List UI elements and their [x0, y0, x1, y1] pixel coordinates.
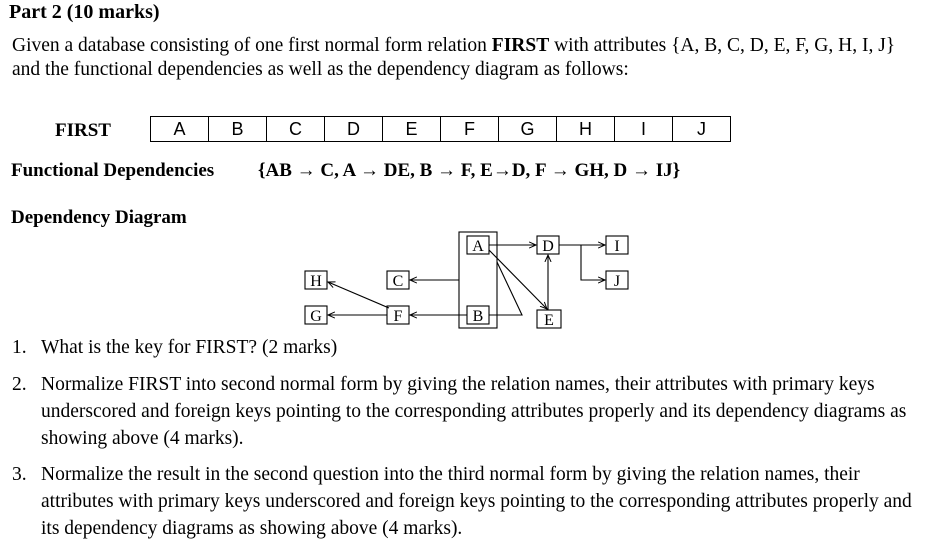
node-i-label: I	[614, 238, 620, 255]
link-b-to-a	[489, 262, 522, 315]
question-number: 3.	[12, 464, 27, 485]
question-text: What is the key for FIRST? (2 marks)	[41, 337, 338, 358]
node-j-label: J	[613, 273, 621, 290]
question-number: 2.	[12, 374, 27, 395]
question-number: 1.	[12, 337, 27, 358]
attribute-cell-a: A	[151, 117, 209, 142]
node-b-label: B	[472, 308, 484, 325]
attribute-cell-c: C	[267, 117, 325, 142]
attribute-cell-b: B	[209, 117, 267, 142]
part-title: Part 2 (10 marks)	[9, 1, 160, 23]
attribute-cell-h: H	[557, 117, 615, 142]
dependency-diagram-label: Dependency Diagram	[11, 207, 187, 228]
question-text: Normalize FIRST into second normal form by giving the relation names, their attributes with primary keys underscored and foreign keys pointing to the corresponding attributes properly and its dependency diagrams as showing above (4 marks).	[41, 374, 907, 449]
arrow-d-to-j	[581, 245, 605, 280]
relation-name-label: FIRST	[55, 120, 111, 141]
attribute-cell-i: I	[615, 117, 673, 142]
intro-text-2: with attributes {A, B, C, D, E, F, G, H, I, J} and the functional dependencies as well as the dependency diagram as follows:	[12, 35, 896, 80]
functional-dependencies-list: {AB → C, A → DE, B → F, E→D, F → GH, D → IJ}	[258, 160, 681, 181]
arrow-a-to-e	[489, 250, 547, 309]
attribute-cell-g: G	[499, 117, 557, 142]
attribute-cell-j: J	[673, 117, 731, 142]
attribute-cell-e: E	[383, 117, 441, 142]
node-d-label: D	[542, 238, 554, 255]
attribute-cell-f: F	[441, 117, 499, 142]
node-f-label: F	[393, 308, 403, 325]
intro-text-1: Given a database consisting of one first normal form relation	[12, 35, 492, 56]
intro-relation-name: FIRST	[491, 35, 550, 56]
arrow-f-to-h	[328, 282, 389, 308]
node-g-label: G	[310, 308, 322, 325]
question-text: Normalize the result in the second question into the third normal form by giving the relation names, their attributes with primary keys underscored and foreign keys pointing to the corresponding attributes properly and its dependency diagrams as showing above (4 marks).	[41, 464, 912, 539]
node-a-label: A	[472, 238, 484, 255]
node-h-label: H	[310, 273, 322, 290]
node-e-label: E	[544, 312, 554, 329]
node-c-label: C	[392, 273, 404, 290]
attribute-cell-d: D	[325, 117, 383, 142]
functional-dependencies-label: Functional Dependencies	[11, 160, 215, 181]
